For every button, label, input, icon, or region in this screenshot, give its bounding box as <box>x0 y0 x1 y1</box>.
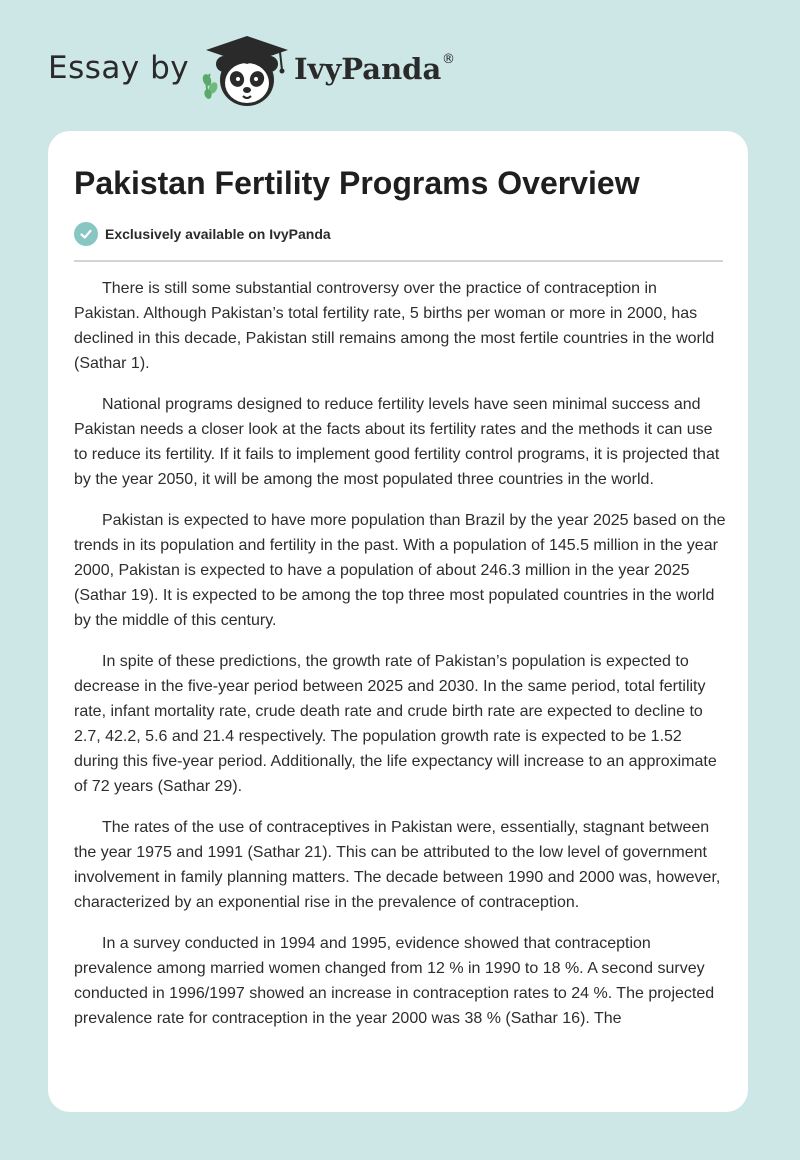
paragraph: In a survey conducted in 1994 and 1995, evidence showed that contraception prevalence among married women changed from 12 % in 1990 to 18 %. A second survey conducted in 1996/1997 showed an increase in contraception rates to 24 %. The projected prevalence rate for contraception in the year 2000 was 38 % (Sathar 16). The <box>74 935 715 1027</box>
paragraph: National programs designed to reduce fertility levels have seen minimal success and Pakistan needs a closer look at the facts about its fertility rates and the methods it can use to reduce its fertility. If it fails to implement good fertility control programs, it is projected that by the year 2050, it will be among the most populated three countries in the world. <box>74 396 720 488</box>
exclusive-badge <box>74 222 331 246</box>
paragraph: The rates of the use of contraceptives in Pakistan were, essentially, stagnant between the year 1975 and 1991 (Sathar 21). This can be attributed to the low level of government involvement in family planning matters. The decade between 1990 and 2000 was, however, characterized by an exponential rise in the prevalence of contraception. <box>74 819 721 911</box>
badge-label: Exclusively available on IvyPanda <box>105 226 331 242</box>
page-title: Pakistan Fertility Programs Overview <box>74 165 640 201</box>
essay-body <box>74 276 726 1047</box>
paragraph: There is still some substantial controversy over the practice of contraception in Pakistan. Although Pakistan’s total fertility rate, 5 births per woman or more in 2000, has declined in this decade, Pakistan still remains among the most fertile countries in the world (Sathar 1). <box>74 280 715 372</box>
paragraph: In spite of these predictions, the growth rate of Pakistan’s population is expected to decrease in the five-year period between 2025 and 2030. In the same period, total fertility rate, infant mortality rate, crude death rate and crude birth rate are expected to decline to 2.7, 42.2, 5.6 and 21.4 respectively. The population growth rate is expected to be 1.52 during this five-year period. Additionally, the life expectancy will increase to an approximate of 72 years (Sathar 29). <box>74 653 717 795</box>
paragraph: Pakistan is expected to have more population than Brazil by the year 2025 based on the trends in its population and fertility in the past. With a population of 145.5 million in the year 2000, Pakistan is expected to have a population of about 246.3 million in the year 2025 (Sathar 19). It is expected to be among the top three most populated countries in the world by the middle of this century. <box>74 512 726 629</box>
check-icon <box>74 222 98 246</box>
registered-mark: ® <box>442 52 455 67</box>
panda-logo-icon <box>200 34 292 112</box>
essay-card <box>48 131 748 1112</box>
brand-name: IvyPanda <box>294 52 442 86</box>
divider <box>74 260 723 262</box>
brand-prefix: Essay by <box>48 50 190 86</box>
brand-header[interactable] <box>48 30 468 110</box>
